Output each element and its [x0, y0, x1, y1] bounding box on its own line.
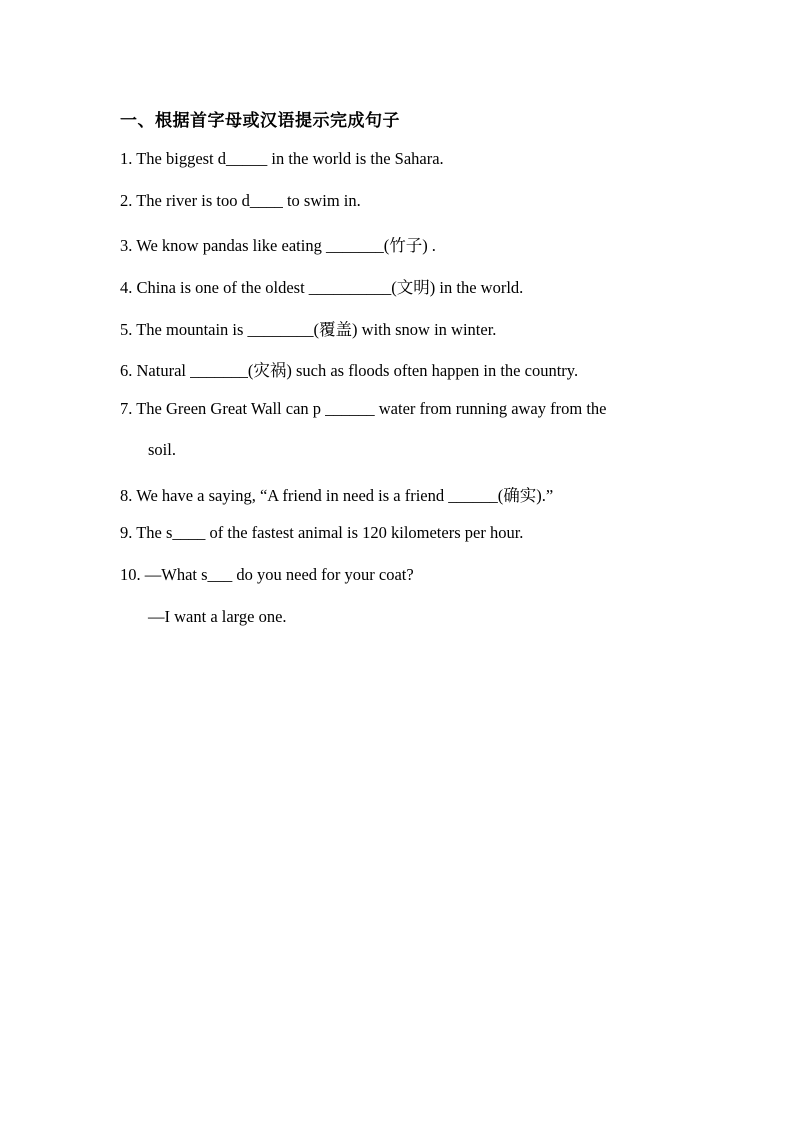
question-3: 3. We know pandas like eating _______(竹子) . [120, 236, 436, 255]
question-10: 10. —What s___ do you need for your coat? [120, 565, 414, 584]
question-4: 4. China is one of the oldest __________(文明) in the world. [120, 278, 524, 297]
question-7-continuation: soil. [148, 440, 176, 459]
question-6: 6. Natural _______(灾祸) such as floods often happen in the country. [120, 361, 579, 380]
question-2: 2. The river is too d____ to swim in. [120, 191, 361, 210]
question-9: 9. The s____ of the fastest animal is 120 kilometers per hour. [120, 523, 524, 542]
question-5: 5. The mountain is ________(覆盖) with snow in winter. [120, 320, 497, 339]
section-title: 一、根据首字母或汉语提示完成句子 [120, 111, 400, 130]
question-1: 1. The biggest d_____ in the world is the Sahara. [120, 149, 444, 168]
question-7: 7. The Green Great Wall can p ______ water from running away from the [120, 399, 607, 418]
question-8: 8. We have a saying, “A friend in need is a friend ______(确实).” [120, 486, 554, 505]
question-10-continuation: —I want a large one. [148, 607, 287, 626]
